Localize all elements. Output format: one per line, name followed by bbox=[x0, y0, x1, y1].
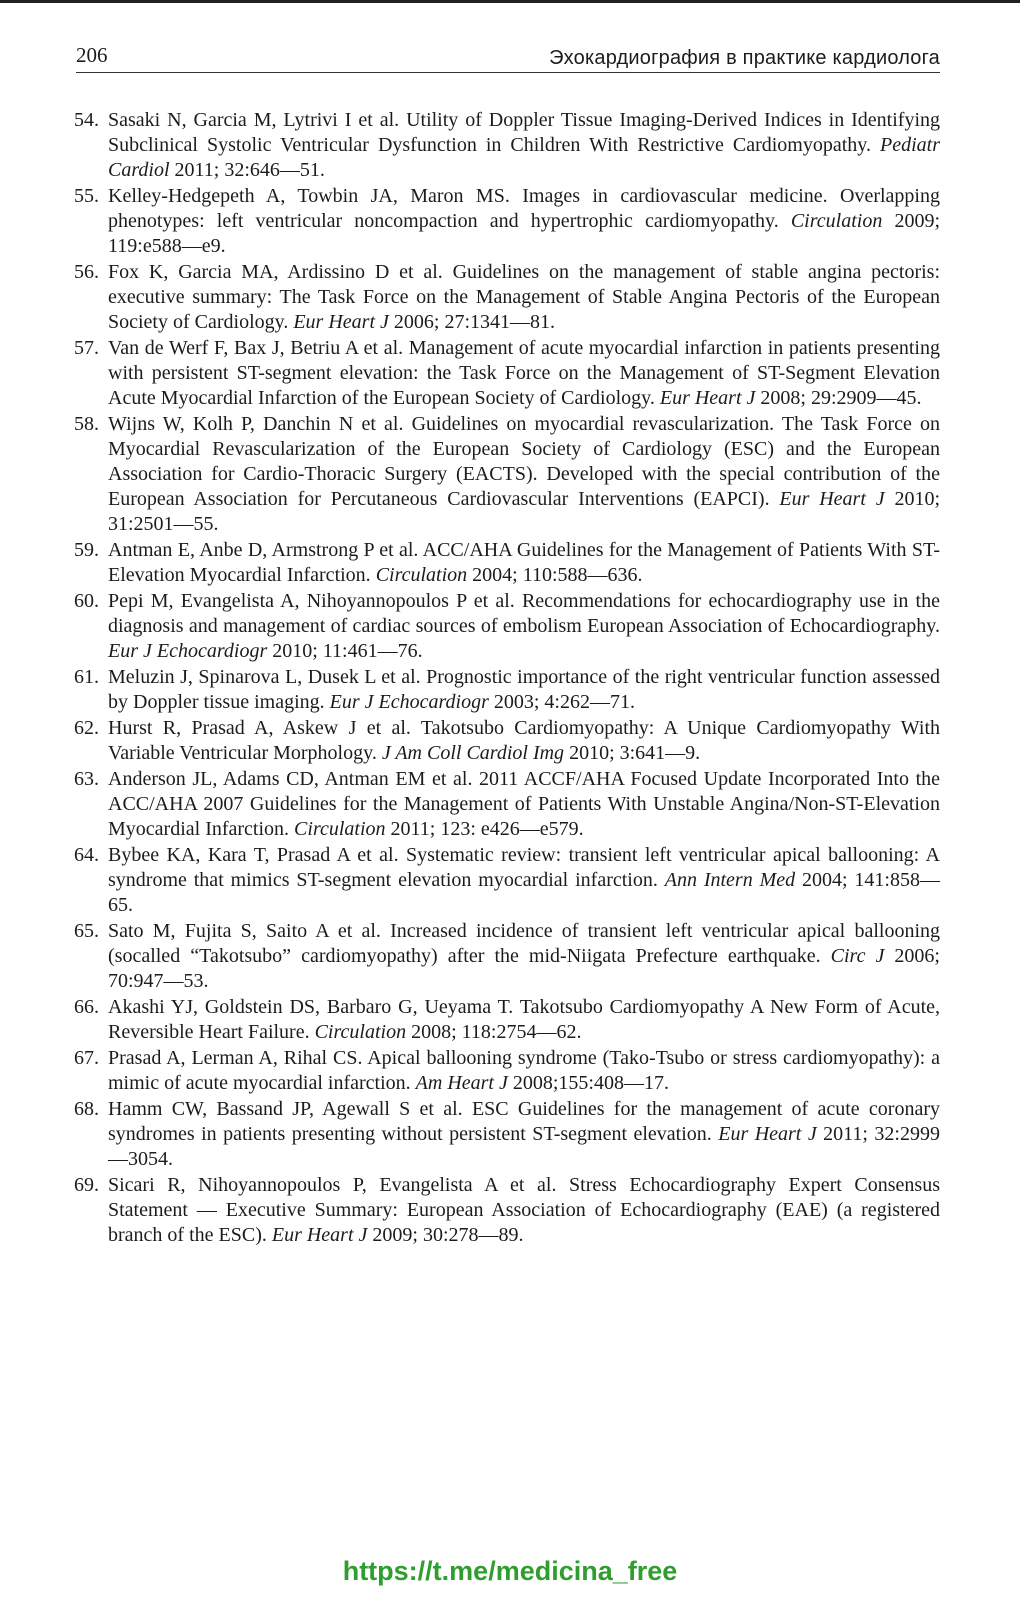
reference-item bbox=[74, 260, 940, 335]
reference-item bbox=[74, 665, 940, 715]
journal-name: Circulation bbox=[790, 210, 883, 232]
reference-citation: 2004; 141:858—65. bbox=[108, 869, 940, 916]
telegram-link[interactable]: https://t.me/medicina_free bbox=[342, 1556, 678, 1586]
reference-text: Hamm CW, Bassand JP, Agewall S et al. ESC Guidelines for the management of acute coronary syndromes in patients presenting without persistent ST-segment elevation. bbox=[108, 1098, 940, 1145]
reference-text: Akashi YJ, Goldstein DS, Barbaro G, Ueyama T. Takotsubo Cardiomyopathy A New Form of Acute, Reversible Heart Failure. bbox=[108, 996, 940, 1043]
reference-citation: 2003; 4:262—71. bbox=[488, 691, 635, 713]
reference-citation: 2009; 119:e588—e9. bbox=[108, 210, 940, 257]
reference-number: 55. bbox=[74, 185, 99, 207]
reference-number: 68. bbox=[74, 1098, 99, 1120]
reference-text: Sasaki N, Garcia M, Lytrivi I et al. Utility of Doppler Tissue Imaging-Derived Indices in Identifying Subclinical Systolic Ventricular Dysfunction in Children With Restrictive Cardiomyopathy. bbox=[108, 109, 940, 156]
reference-number: 59. bbox=[74, 539, 99, 561]
reference-number: 67. bbox=[74, 1047, 99, 1069]
journal-name: Circulation bbox=[314, 1021, 407, 1043]
reference-citation: 2004; 110:588—636. bbox=[467, 564, 643, 586]
top-border bbox=[0, 0, 1020, 3]
reference-text: Prasad A, Lerman A, Rihal CS. Apical ballooning syndrome (Tako-Tsubo or stress cardiomyopathy): a mimic of acute myocardial infarction. bbox=[108, 1047, 940, 1094]
reference-item bbox=[74, 1097, 940, 1172]
journal-name: Circulation bbox=[375, 564, 468, 586]
reference-text: Bybee KA, Kara T, Prasad A et al. Systematic review: transient left ventricular apical ballooning: A syndrome that mimics ST-segment elevation myocardial infarction. bbox=[108, 844, 940, 891]
reference-number: 62. bbox=[74, 717, 99, 739]
journal-name: Eur J Echocardiogr bbox=[329, 691, 489, 713]
reference-item bbox=[74, 108, 940, 183]
journal-name: Eur J Echocardiogr bbox=[108, 640, 268, 662]
reference-text: Antman E, Anbe D, Armstrong P et al. ACC/AHA Guidelines for the Management of Patients With ST-Elevation Myocardial Infarction. bbox=[108, 539, 940, 586]
reference-item bbox=[74, 538, 940, 588]
reference-item bbox=[74, 716, 940, 766]
journal-name: Circulation bbox=[294, 818, 386, 840]
journal-name: Circ J bbox=[830, 945, 885, 967]
reference-citation: 2010; 31:2501—55. bbox=[108, 488, 940, 535]
reference-text: Kelley-Hedgepeth A, Towbin JA, Maron MS. Images in cardiovascular medicine. Overlapping phenotypes: left ventricular noncompaction and hypertrophic cardiomyopathy. bbox=[108, 185, 940, 232]
reference-number: 58. bbox=[74, 413, 99, 435]
reference-citation: 2011; 32:646—51. bbox=[169, 159, 325, 181]
reference-item bbox=[74, 843, 940, 918]
journal-name: Eur Heart J bbox=[293, 311, 389, 333]
reference-item bbox=[74, 589, 940, 664]
reference-citation: 2008; 118:2754—62. bbox=[406, 1021, 582, 1043]
journal-name: Pediatr Cardiol bbox=[108, 134, 940, 181]
reference-citation: 2006; 70:947—53. bbox=[108, 945, 940, 992]
reference-number: 56. bbox=[74, 261, 99, 283]
reference-number: 65. bbox=[74, 920, 99, 942]
reference-text: Pepi M, Evangelista A, Nihoyannopoulos P et al. Recommendations for echocardiography use in the diagnosis and management of cardiac sources of embolism European Association of Echocardiography. bbox=[108, 590, 940, 637]
journal-name: Am Heart J bbox=[415, 1072, 508, 1094]
reference-item bbox=[74, 1046, 940, 1096]
reference-citation: 2011; 32:2999—3054. bbox=[108, 1123, 940, 1170]
reference-text: Fox K, Garcia MA, Ardissino D et al. Guidelines on the management of stable angina pectoris: executive summary: The Task Force on the Management of Stable Angina Pectoris of the European Society of Cardiology. bbox=[108, 261, 940, 333]
reference-citation: 2006; 27:1341—81. bbox=[388, 311, 556, 333]
reference-number: 63. bbox=[74, 768, 99, 790]
reference-item bbox=[74, 336, 940, 411]
reference-text: Wijns W, Kolh P, Danchin N et al. Guidelines on myocardial revascularization. The Task Force on Myocardial Revascularization of the European Society of Cardiology (ESC) and the European Association for Cardio-Thoracic Surgery (EACTS). Developed with the special contribution of the European Association for Percutaneous Cardiovascular Interventions (EAPCI). bbox=[108, 413, 940, 510]
reference-number: 61. bbox=[74, 666, 99, 688]
reference-text: Meluzin J, Spinarova L, Dusek L et al. Prognostic importance of the right ventricular function assessed by Doppler tissue imaging. bbox=[108, 666, 940, 713]
journal-name: Eur Heart J bbox=[659, 387, 756, 409]
journal-name: Eur Heart J bbox=[718, 1123, 817, 1145]
reference-number: 54. bbox=[74, 109, 99, 131]
reference-item bbox=[74, 767, 940, 842]
running-title: Эхокардиография в практике кардиолога bbox=[549, 47, 940, 69]
reference-number: 69. bbox=[74, 1174, 99, 1196]
reference-item bbox=[74, 1173, 940, 1248]
journal-name: Ann Intern Med bbox=[664, 869, 796, 891]
journal-name: Eur Heart J bbox=[779, 488, 885, 510]
reference-list bbox=[74, 108, 940, 1249]
reference-citation: 2011; 123: e426—e579. bbox=[385, 818, 584, 840]
reference-text: Anderson JL, Adams CD, Antman EM et al. 2011 ACCF/AHA Focused Update Incorporated Into the ACC/AHA 2007 Guidelines for the Management of Patients With Unstable Angina/Non-ST-Elevation Myocardial Infarction. bbox=[108, 768, 940, 840]
reference-number: 60. bbox=[74, 590, 99, 612]
reference-text: Hurst R, Prasad A, Askew J et al. Takotsubo Cardiomyopathy: A Unique Cardiomyopathy With Variable Ventricular Morphology. bbox=[108, 717, 940, 764]
reference-citation: 2010; 3:641—9. bbox=[564, 742, 701, 764]
reference-text: Sicari R, Nihoyannopoulos P, Evangelista A et al. Stress Echocardiography Expert Consensus Statement — Executive Summary: European Association of Echocardiography (EAE) (a registered branch of the ESC). bbox=[108, 1174, 940, 1246]
reference-citation: 2008;155:408—17. bbox=[507, 1072, 669, 1094]
page-number: 206 bbox=[76, 43, 108, 67]
reference-citation: 2009; 30:278—89. bbox=[367, 1224, 524, 1246]
journal-name: J Am Coll Cardiol Img bbox=[381, 742, 565, 764]
page-header bbox=[76, 42, 940, 73]
reference-item bbox=[74, 412, 940, 537]
reference-text: Sato M, Fujita S, Saito A et al. Increased incidence of transient left ventricular apical ballooning (socalled “Takotsubo” cardiomyopathy) after the mid-Niigata Prefecture earthquake. bbox=[108, 920, 940, 967]
reference-citation: 2008; 29:2909—45. bbox=[755, 387, 922, 409]
reference-item bbox=[74, 995, 940, 1045]
reference-text: Van de Werf F, Bax J, Betriu A et al. Management of acute myocardial infarction in patients presenting with persistent ST-segment elevation: the Task Force on the Management of ST-Segment Elevation Acute Myocardial Infarction of the European Society of Cardiology. bbox=[108, 337, 940, 409]
reference-item bbox=[74, 184, 940, 259]
journal-name: Eur Heart J bbox=[271, 1224, 368, 1246]
reference-item bbox=[74, 919, 940, 994]
reference-number: 57. bbox=[74, 337, 99, 359]
reference-number: 64. bbox=[74, 844, 99, 866]
reference-citation: 2010; 11:461—76. bbox=[267, 640, 423, 662]
reference-number: 66. bbox=[74, 996, 99, 1018]
